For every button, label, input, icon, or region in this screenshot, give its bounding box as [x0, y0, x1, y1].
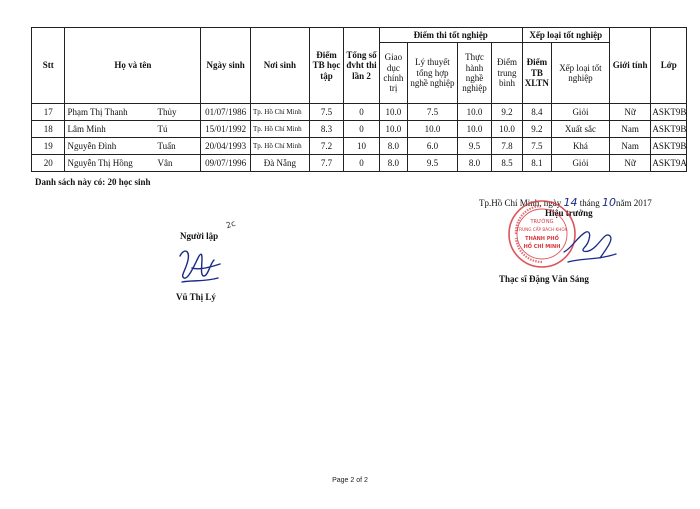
principal-signature [560, 222, 620, 268]
header-civic: Giao dục chính trị [379, 43, 407, 104]
cell-grad-rank: Giỏi [552, 155, 610, 172]
cell-stt: 20 [32, 155, 65, 172]
header-pob: Nơi sinh [250, 28, 309, 104]
cell-last-name: Vân [157, 157, 173, 168]
cell-civic: 8.0 [379, 138, 407, 155]
table-row [32, 138, 687, 155]
cell-grad-score: 9.2 [522, 121, 551, 138]
cell-name [65, 121, 201, 138]
cell-stt: 18 [32, 121, 65, 138]
cell-grad-score: 7.5 [522, 138, 551, 155]
cell-retake: 0 [344, 121, 379, 138]
preparer-handwritten-note: 2c [224, 218, 237, 231]
svg-text:TRUNG CẤP BÁCH KHOA: TRUNG CẤP BÁCH KHOA [516, 227, 568, 232]
header-practice: Thực hành nghề nghiệp [457, 43, 491, 104]
cell-class: ASKT9A [651, 155, 687, 172]
svg-text:THÀNH PHỐ: THÀNH PHỐ [525, 236, 559, 242]
cell-name [65, 155, 201, 172]
cell-pob: Tp. Hồ Chí Minh [250, 121, 309, 138]
cell-exam-avg: 10.0 [492, 121, 522, 138]
cell-gender: Nam [609, 138, 651, 155]
cell-pob: Đà Nẵng [250, 155, 309, 172]
header-theory: Lý thuyết tổng hợp nghề nghiệp [408, 43, 458, 104]
cell-dob: 15/01/1992 [201, 121, 251, 138]
cell-civic: 10.0 [379, 104, 407, 121]
cell-dob: 01/07/1986 [201, 104, 251, 121]
cell-civic: 8.0 [379, 155, 407, 172]
cell-gender: Nam [609, 121, 651, 138]
cell-avg: 7.5 [309, 104, 343, 121]
cell-class: ASKT9B [651, 104, 687, 121]
cell-first-name: Phạm Thị Thanh [67, 106, 128, 117]
cell-last-name: Tú [157, 123, 168, 134]
cell-grad-score: 8.4 [522, 104, 551, 121]
cell-avg: 7.2 [309, 138, 343, 155]
cell-theory: 9.5 [408, 155, 458, 172]
cell-retake: 0 [344, 155, 379, 172]
principal-title: Hiệu trưởng [545, 208, 593, 218]
cell-practice: 10.0 [457, 121, 491, 138]
preparer-signature [174, 246, 226, 286]
cell-gender: Nữ [609, 104, 651, 121]
header-class: Lớp [651, 28, 687, 104]
cell-pob: Tp. Hồ Chí Minh [250, 138, 309, 155]
header-grad-rank: Xếp loại tốt nghiệp [552, 43, 610, 104]
header-stt: Stt [32, 28, 65, 104]
date-day: 14 [563, 196, 578, 209]
cell-last-name: Thủy [157, 106, 177, 117]
table-row [32, 104, 687, 121]
cell-grad-score: 8.1 [522, 155, 551, 172]
student-count-summary: Danh sách này có: 20 học sinh [35, 177, 151, 187]
date-month: 10 [602, 196, 616, 209]
cell-theory: 7.5 [408, 104, 458, 121]
preparer-label: Người lập [180, 231, 219, 241]
cell-first-name: Nguyễn Thị Hồng [67, 157, 133, 168]
header-dob: Ngày sinh [201, 28, 251, 104]
cell-first-name: Lâm Minh [67, 123, 106, 134]
cell-gender: Nữ [609, 155, 651, 172]
svg-text:HỒ CHÍ MINH: HỒ CHÍ MINH [523, 244, 561, 250]
cell-retake: 0 [344, 104, 379, 121]
cell-practice: 9.5 [457, 138, 491, 155]
cell-stt: 17 [32, 104, 65, 121]
cell-exam-avg: 7.8 [492, 138, 522, 155]
header-exam-group: Điểm thi tốt nghiệp [379, 28, 522, 43]
header-exam-avg: Điểm trung bình [492, 43, 522, 104]
cell-stt: 19 [32, 138, 65, 155]
cell-retake: 10 [344, 138, 379, 155]
graduation-results-table [31, 27, 687, 172]
page-footer: Page 2 of 2 [332, 477, 368, 484]
header-rank-group: Xếp loại tốt nghiệp [522, 28, 609, 43]
cell-name [65, 138, 201, 155]
date-place: Tp.Hồ Chí Minh, ngày [479, 198, 562, 208]
cell-practice: 10.0 [457, 104, 491, 121]
header-retake: Tổng số đvht thi lần 2 [344, 28, 379, 104]
cell-first-name: Nguyễn Đình [67, 140, 117, 151]
table-row [32, 121, 687, 138]
table-header-row-1 [32, 28, 687, 43]
cell-avg: 7.7 [309, 155, 343, 172]
cell-exam-avg: 9.2 [492, 104, 522, 121]
header-name: Họ và tên [65, 28, 201, 104]
header-avg-study: Điểm TB học tập [309, 28, 343, 104]
cell-theory: 6.0 [408, 138, 458, 155]
svg-text:TRƯỜNG: TRƯỜNG [530, 219, 554, 225]
cell-exam-avg: 8.5 [492, 155, 522, 172]
cell-grad-rank: Khá [552, 138, 610, 155]
principal-name: Thạc sĩ Đặng Văn Sáng [499, 274, 589, 284]
cell-civic: 10.0 [379, 121, 407, 138]
cell-class: ASKT9B [651, 138, 687, 155]
cell-dob: 20/04/1993 [201, 138, 251, 155]
date-month-label: tháng [579, 198, 600, 208]
cell-practice: 8.0 [457, 155, 491, 172]
cell-avg: 8.3 [309, 121, 343, 138]
preparer-name: Vũ Thị Lý [176, 292, 216, 302]
header-grad-score: Điểm TB XLTN [522, 43, 551, 104]
cell-theory: 10.0 [408, 121, 458, 138]
date-year: năm 2017 [616, 198, 652, 208]
table-row [32, 155, 687, 172]
cell-grad-rank: Giỏi [552, 104, 610, 121]
header-gender: Giới tính [609, 28, 651, 104]
cell-last-name: Tuấn [157, 140, 176, 151]
cell-grad-rank: Xuất sắc [552, 121, 610, 138]
cell-dob: 09/07/1996 [201, 155, 251, 172]
cell-name [65, 104, 201, 121]
cell-class: ASKT9B [651, 121, 687, 138]
cell-pob: Tp. Hồ Chí Minh [250, 104, 309, 121]
